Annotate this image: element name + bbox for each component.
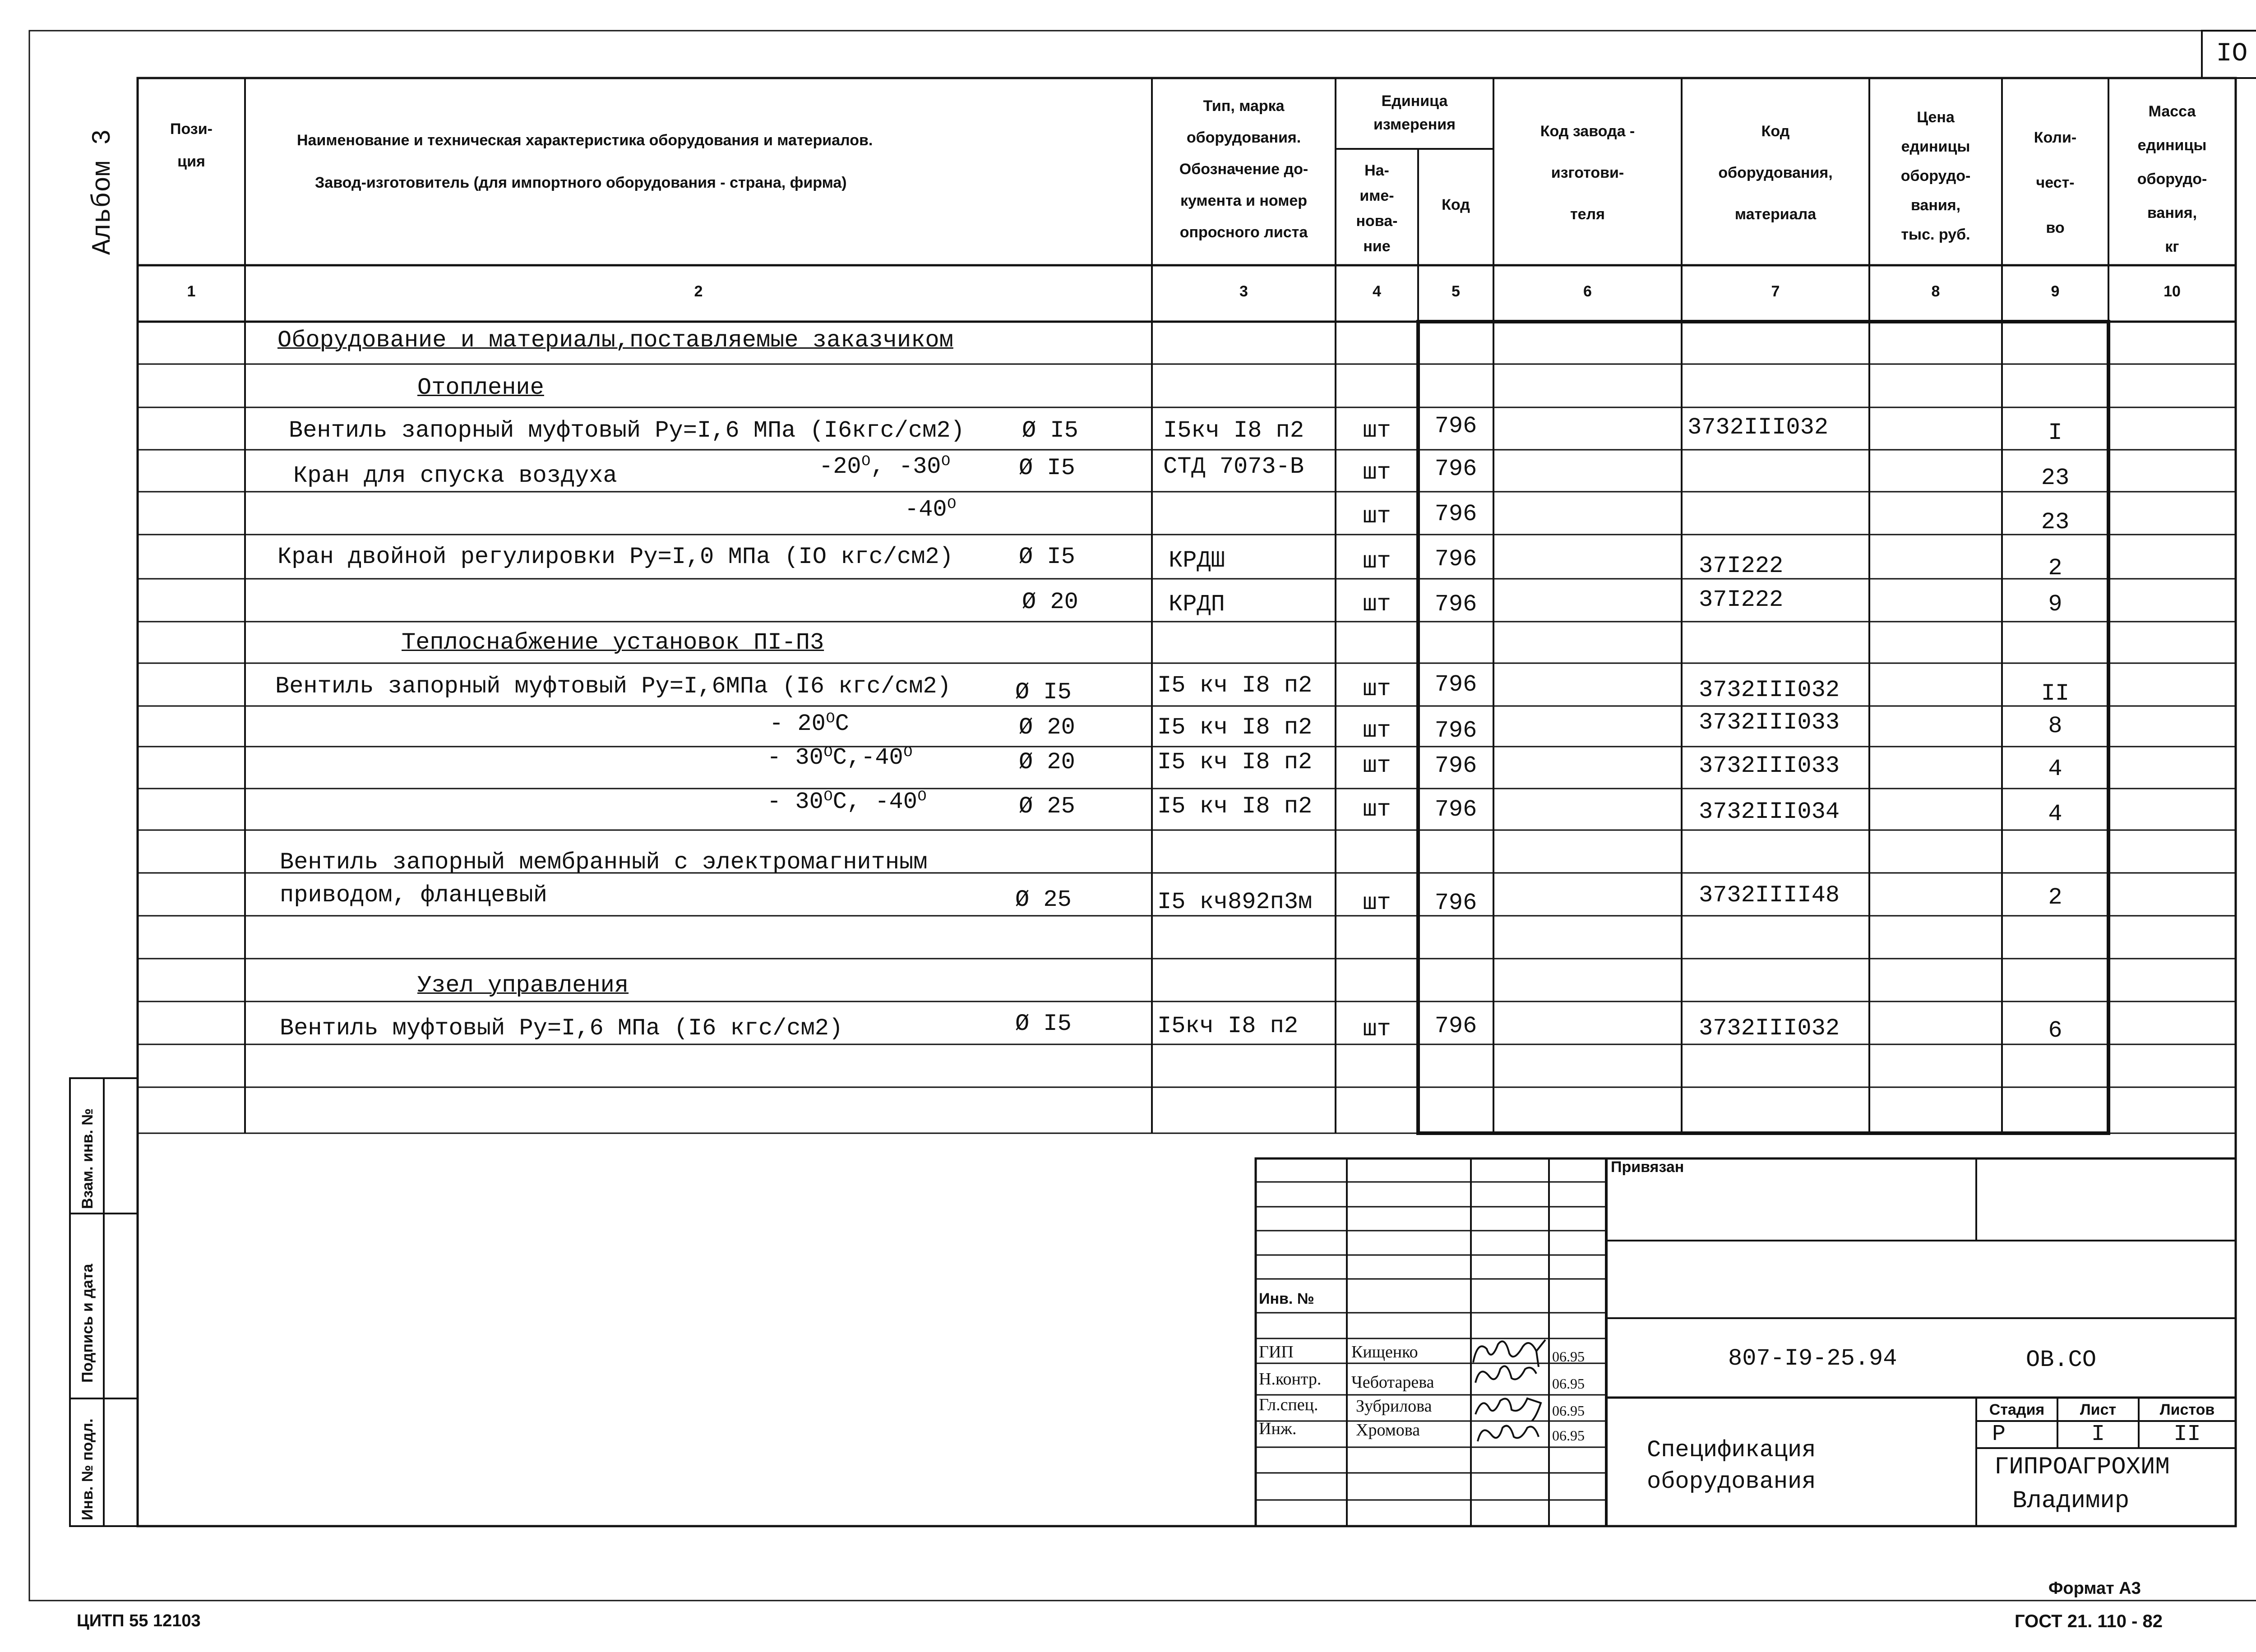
side-stamp-signature-date: Подпись и дата xyxy=(79,1264,96,1383)
header-factory-code xyxy=(1493,111,1682,235)
header-text: оборудования. xyxy=(1186,129,1301,146)
item-dn: Ø I5 xyxy=(1019,544,1075,570)
header-text: оборудования, xyxy=(1718,164,1833,181)
item-dn: Ø 20 xyxy=(1019,749,1075,775)
col-number: 2 xyxy=(694,283,703,300)
item-material-code: 3732III032 xyxy=(1699,677,1840,703)
organization-name: ГИПРОАГРОХИМ xyxy=(1994,1454,2170,1481)
item-unit: шт xyxy=(1363,676,1391,702)
item-code: 796 xyxy=(1434,591,1477,618)
date-inzh: 06.95 xyxy=(1552,1427,1585,1444)
header-unit-name xyxy=(1336,158,1418,259)
header-text: вания, xyxy=(2147,204,2197,221)
header-text: Тип, марка xyxy=(1203,97,1285,115)
item-type: I5 кч I8 п2 xyxy=(1157,672,1313,699)
col-number: 5 xyxy=(1452,283,1460,300)
header-text: ние xyxy=(1363,238,1391,255)
item-dn: Ø I5 xyxy=(1022,417,1078,444)
header-text: име- xyxy=(1359,187,1394,204)
item-unit: шт xyxy=(1363,717,1391,744)
item-dn: Ø I5 xyxy=(1015,679,1072,706)
col-number: 8 xyxy=(1931,283,1940,300)
item-temp: - 20⁰С xyxy=(769,711,849,737)
item-code: 796 xyxy=(1434,501,1477,527)
item-type: КРДШ xyxy=(1169,547,1225,574)
item-name: приводом, фланцевый xyxy=(280,882,547,909)
col-number: 4 xyxy=(1373,283,1381,300)
header-text: нова- xyxy=(1356,212,1398,230)
item-temp: - 30⁰С, -40⁰ xyxy=(767,789,927,815)
header-text: Наименование и техническая характеристика оборудования и материалов. xyxy=(297,132,873,149)
header-text: кумента и номер xyxy=(1180,192,1308,209)
name-glspec: Зубрилова xyxy=(1356,1397,1432,1416)
item-name: Кран для спуска воздуха xyxy=(293,462,617,489)
document-title xyxy=(1647,1435,1816,1498)
header-type xyxy=(1152,90,1336,248)
header-text: материала xyxy=(1734,206,1817,223)
document-title-line: оборудования xyxy=(1647,1468,1816,1495)
sheet-label: Лист xyxy=(2080,1401,2117,1418)
header-text: Единица xyxy=(1381,92,1448,110)
item-name: Вентиль запорный муфтовый Ру=I,6 МПа (I6кгс/см2) xyxy=(289,417,965,444)
item-qty: 6 xyxy=(2048,1017,2062,1044)
col-number: 7 xyxy=(1771,283,1780,300)
footer-left: ЦИТП 55 12103 xyxy=(77,1611,201,1630)
subsection-title: Узел управления xyxy=(417,972,629,999)
section-title: Оборудование и материалы,поставляемые заказчиком xyxy=(277,327,953,354)
item-code: 796 xyxy=(1434,456,1477,482)
role-gip: ГИП xyxy=(1259,1343,1294,1361)
item-qty: 23 xyxy=(2041,465,2070,491)
item-unit: шт xyxy=(1363,503,1391,530)
item-code: 796 xyxy=(1434,546,1477,572)
item-dn: Ø 25 xyxy=(1015,886,1072,913)
header-text: изготови- xyxy=(1551,164,1624,181)
item-qty: 23 xyxy=(2041,509,2070,535)
header-text: чест- xyxy=(2036,174,2075,191)
side-stamp-vzam-inv: Взам. инв. № xyxy=(79,1108,96,1209)
item-temp: - 30⁰С,-40⁰ xyxy=(767,744,913,771)
document-title-line: Спецификация xyxy=(1647,1437,1816,1463)
subsection-title: Отопление xyxy=(417,374,544,401)
stage-value: Р xyxy=(1992,1421,2006,1447)
item-code: 796 xyxy=(1434,671,1477,698)
item-type: I5 кч I8 п2 xyxy=(1157,793,1313,820)
header-text: единицы xyxy=(1901,138,1970,155)
header-text: теля xyxy=(1570,206,1605,223)
format-label: Формат А3 xyxy=(2048,1579,2141,1598)
item-qty: 4 xyxy=(2048,756,2062,782)
item-type: I5кч I8 п2 xyxy=(1163,417,1304,444)
item-material-code: 37I222 xyxy=(1699,553,1784,579)
sheets-label: Листов xyxy=(2159,1401,2215,1418)
organization xyxy=(1994,1450,2170,1518)
name-gip: Кищенко xyxy=(1351,1343,1418,1361)
item-unit: шт xyxy=(1363,752,1391,779)
header-text: вания, xyxy=(1910,197,1961,214)
col-number: 9 xyxy=(2051,283,2060,300)
item-type: КРДП xyxy=(1169,591,1225,618)
item-type: I5кч I8 п2 xyxy=(1157,1013,1299,1039)
item-unit: шт xyxy=(1363,890,1391,916)
album-label: Альбом 3 xyxy=(88,129,118,255)
header-position xyxy=(138,117,245,173)
item-unit: шт xyxy=(1363,548,1391,575)
header-price xyxy=(1869,103,2002,249)
header-text: кг xyxy=(2165,238,2179,255)
header-quantity xyxy=(2002,115,2108,250)
col-number: 6 xyxy=(1583,283,1592,300)
item-code: 796 xyxy=(1434,1013,1477,1039)
item-code: 796 xyxy=(1434,890,1477,916)
item-code: 796 xyxy=(1434,413,1477,439)
item-unit: шт xyxy=(1363,1016,1391,1043)
col-number: 10 xyxy=(2164,283,2181,300)
organization-city: Владимир xyxy=(2012,1487,2130,1515)
item-qty: 8 xyxy=(2048,713,2062,739)
header-mass xyxy=(2108,95,2236,264)
role-inzh: Инж. xyxy=(1259,1419,1297,1438)
item-material-code: 3732III034 xyxy=(1699,798,1840,825)
date-nkontr: 06.95 xyxy=(1552,1375,1585,1392)
name-nkontr: Чеботарева xyxy=(1351,1373,1434,1392)
col-number: 1 xyxy=(187,283,196,300)
item-code: 796 xyxy=(1434,796,1477,823)
header-text: Масса xyxy=(2148,103,2196,120)
sheets-value: II xyxy=(2173,1421,2201,1447)
header-text: тыс. руб. xyxy=(1901,226,1970,243)
stage-label: Стадия xyxy=(1989,1401,2045,1418)
item-temp: -20⁰, -30⁰ xyxy=(819,453,951,480)
sheet-value: I xyxy=(2091,1421,2105,1447)
item-material-code: 3732IIII48 xyxy=(1699,882,1840,909)
item-qty: 4 xyxy=(2048,801,2062,827)
header-text: Коли- xyxy=(2034,129,2077,146)
header-text: Пози- xyxy=(170,120,213,138)
item-type: I5 кч I8 п2 xyxy=(1157,749,1313,775)
item-type: СТД 7073-В xyxy=(1163,453,1304,480)
item-qty: 9 xyxy=(2048,591,2062,618)
name-inzh: Хромова xyxy=(1356,1421,1420,1440)
subsection-title: Теплоснабжение установок ПI-П3 xyxy=(402,629,824,656)
header-unit-code: Код xyxy=(1442,196,1470,213)
item-code: 796 xyxy=(1434,717,1477,744)
item-type: I5 кч I8 п2 xyxy=(1157,714,1313,741)
item-material-code: 3732III033 xyxy=(1699,752,1840,779)
item-unit: шт xyxy=(1363,796,1391,823)
header-text: Обозначение до- xyxy=(1179,161,1308,178)
item-material-code: 3732III033 xyxy=(1699,709,1840,736)
header-text: опросного листа xyxy=(1179,224,1308,241)
side-stamp-inv-podl: Инв. № подл. xyxy=(79,1418,96,1520)
header-text: ция xyxy=(177,153,205,170)
document-mark: ОВ.СО xyxy=(2026,1347,2097,1373)
item-temp: -40⁰ xyxy=(905,496,957,523)
signature-inzh xyxy=(1469,1414,1550,1450)
header-text: единицы xyxy=(2137,137,2207,154)
item-name: Вентиль запорный муфтовый Ру=I,6МПа (I6 кгс/см2) xyxy=(275,673,951,700)
item-material-code: 3732III032 xyxy=(1699,1015,1840,1042)
role-glspec: Гл.спец. xyxy=(1259,1395,1318,1414)
date-glspec: 06.95 xyxy=(1552,1403,1585,1419)
header-unit-group xyxy=(1336,89,1493,136)
item-unit: шт xyxy=(1363,417,1391,444)
item-material-code: 3732III032 xyxy=(1687,414,1829,441)
header-text: Завод-изготовитель (для импортного оборудования - страна, фирма) xyxy=(315,174,847,191)
item-name: Вентиль запорный мембранный с электромагнитным xyxy=(280,849,928,876)
signature-nkontr xyxy=(1469,1356,1550,1392)
header-text: оборудо- xyxy=(2137,171,2207,188)
header-text: На- xyxy=(1364,162,1389,179)
item-dn: Ø I5 xyxy=(1019,455,1075,481)
item-qty: 2 xyxy=(2048,884,2062,911)
item-name: Вентиль муфтовый Ру=I,6 МПа (I6 кгс/см2) xyxy=(280,1015,843,1042)
col-number: 3 xyxy=(1239,283,1248,300)
item-dn: Ø 20 xyxy=(1022,589,1078,615)
header-text: во xyxy=(2046,219,2065,236)
privyazan-label: Привязан xyxy=(1611,1158,1684,1176)
header-text: Код завода - xyxy=(1540,123,1635,140)
inv-no-label: Инв. № xyxy=(1259,1290,1314,1307)
date-gip: 06.95 xyxy=(1552,1348,1585,1365)
item-unit: шт xyxy=(1363,459,1391,486)
item-type: I5 кч892п3м xyxy=(1157,889,1313,915)
header-text: измерения xyxy=(1373,116,1456,133)
document-code: 807-I9-25.94 xyxy=(1728,1345,1897,1372)
item-name: Кран двойной регулировки Ру=I,0 МПа (IO кгс/см2) xyxy=(277,544,953,570)
header-name xyxy=(245,129,1204,194)
footer-right: ГОСТ 21. 110 - 82 xyxy=(2015,1611,2163,1631)
item-dn: Ø I5 xyxy=(1015,1011,1072,1037)
sheet-number: IO xyxy=(2216,39,2248,69)
item-unit: шт xyxy=(1363,591,1391,618)
header-text: оборудо- xyxy=(1900,167,1971,185)
item-dn: Ø 25 xyxy=(1019,793,1075,820)
item-qty: I xyxy=(2048,420,2062,446)
item-qty: II xyxy=(2041,680,2070,707)
header-text: Цена xyxy=(1917,109,1955,126)
item-code: 796 xyxy=(1434,752,1477,779)
role-nkontr: Н.контр. xyxy=(1259,1370,1322,1389)
header-material-code xyxy=(1682,111,1869,235)
item-qty: 2 xyxy=(2048,555,2062,581)
item-material-code: 37I222 xyxy=(1699,586,1784,613)
header-text: Код xyxy=(1761,123,1790,140)
item-dn: Ø 20 xyxy=(1019,714,1075,741)
